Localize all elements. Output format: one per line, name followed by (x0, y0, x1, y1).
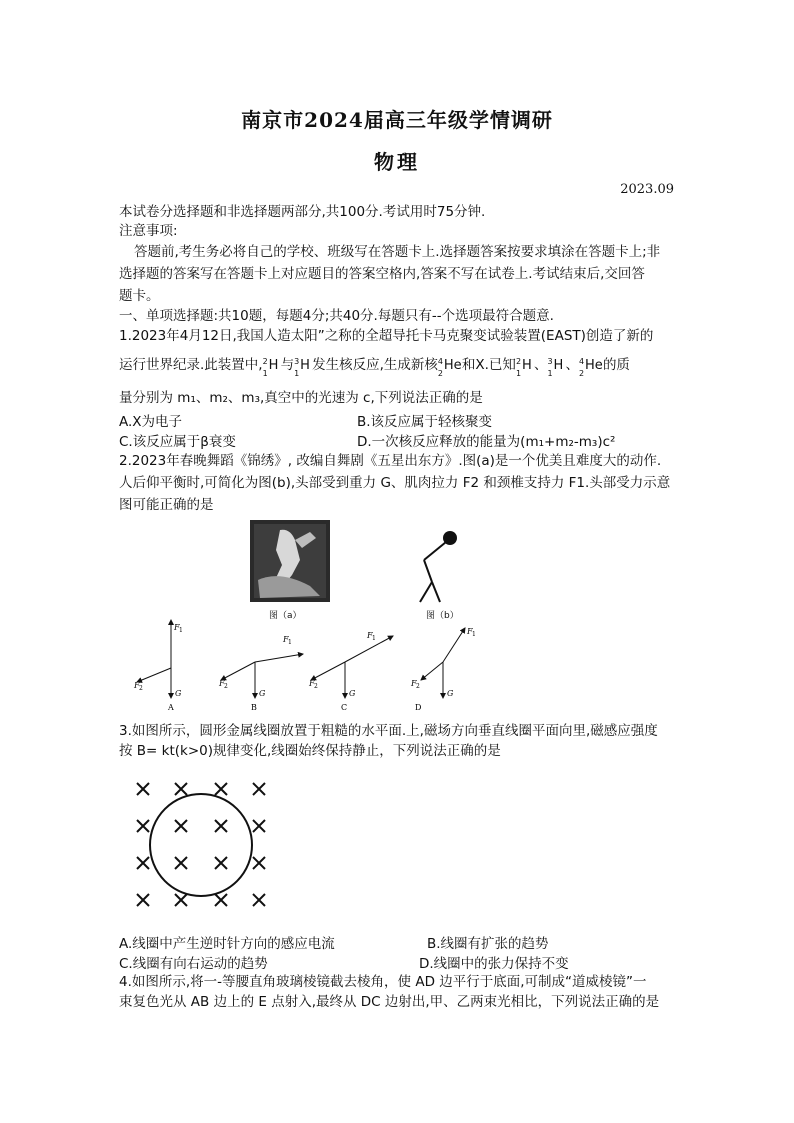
label-g: G (259, 689, 266, 698)
label-f2-sub: 2 (314, 683, 318, 690)
q1-text: 、 (533, 357, 548, 373)
label-g: G (175, 689, 182, 698)
option-letter-c: C (341, 703, 348, 712)
subject-title: 物理 (374, 150, 420, 174)
force-option-a (133, 620, 183, 712)
q3-line-2: 按 B= kt(k>0)规律变化,线圈始终保持静止，下列说法正确的是 (119, 743, 501, 759)
nuclide-h3: 3 1 H (294, 357, 310, 378)
q4-line-2: 束复色光从 AB 边上的 E 点射入,最终从 DC 边射出,甲、乙两束光相比，下列说法正确的是 (119, 994, 660, 1010)
q3-option-d: D.线圈中的张力保持不变 (419, 956, 569, 972)
exam-date: 2023.09 (620, 182, 674, 197)
fig-b-caption: 图（b） (426, 611, 459, 621)
label-f2: F (134, 681, 140, 690)
q1-option-c: C.该反应属于β衰变 (119, 434, 236, 450)
q1-text: 运行世界纪录.此装置中, (119, 357, 263, 373)
intro-line: 本试卷分选择题和非选择题两部分,共100分.考试用时75分钟. (119, 204, 486, 220)
label-f1-sub: 1 (472, 631, 476, 638)
label-f2: F (309, 679, 315, 688)
q1-option-b: B.该反应属于轻核聚变 (357, 414, 493, 430)
leg-line-2 (432, 582, 440, 602)
q3-option-b: B.线圈有扩张的趋势 (427, 936, 549, 952)
label-f1-sub: 1 (288, 639, 292, 646)
label-g: G (447, 689, 454, 698)
q3-option-c: C.线圈有向右运动的趋势 (119, 956, 268, 972)
dance-photo-figure (250, 520, 330, 610)
label-f1-sub: 1 (179, 627, 183, 634)
q1-text: 发生核反应,生成新核 (312, 357, 438, 373)
notice-text-2: 选择题的答案写在答题卡上对应题目的答案空格内,答案不写在试卷上.考试结束后,交回答 (119, 266, 645, 282)
q1-text: 的质 (602, 357, 630, 373)
fig-a-caption: 图（a） (269, 611, 302, 621)
nuclide-h2: 2 1 H (262, 357, 279, 378)
nuclide-he4: 4 2 He (578, 357, 603, 378)
q1-text: 与 (280, 357, 295, 373)
q1-line-2 (119, 356, 677, 378)
q1-text: 和X.已知 (461, 357, 516, 373)
label-f1: F (367, 631, 373, 640)
label-f2-sub: 2 (416, 683, 420, 690)
q3-line-1: 3.如图所示，圆形金属线圈放置于粗糙的水平面.上,磁场方向垂直线圈平面向里,磁感应强度 (119, 723, 658, 739)
q1-option-d: D.一次核反应释放的能量为(m₁+m₂-m₃)c² (357, 434, 616, 450)
stick-model-figure (410, 520, 470, 610)
field-into-page-marks (137, 783, 265, 906)
option-letter-d: D (415, 703, 422, 712)
q1-option-a: A.X为电子 (119, 414, 183, 430)
q1-line-3: 量分别为 m₁、m₂、m₃,真空中的光速为 c,下列说法正确的是 (119, 390, 483, 406)
magnetic-field-figure (125, 775, 275, 920)
nuclide-h2: 2 1 H (515, 357, 532, 378)
force-option-c (308, 631, 393, 712)
q3-option-a: A.线圈中产生逆时针方向的感应电流 (119, 936, 335, 952)
neck-body-line (424, 542, 446, 560)
nuclide-h3: 3 1 H (547, 357, 564, 378)
label-f1: F (174, 623, 180, 632)
label-f1-sub: 1 (372, 635, 376, 642)
exam-title: 南京市2024届高三年级学情调研 (241, 108, 553, 132)
label-f2: F (219, 679, 225, 688)
force-diagram-options (125, 618, 485, 713)
leg-line-1 (420, 582, 432, 602)
label-g: G (349, 689, 356, 698)
q2-line-2: 人后仰平衡时,可简化为图(b),头部受到重力 G、肌肉拉力 F2 和颈椎支持力 F1.头部受力示意 (119, 475, 671, 491)
notice-label: 注意事项: (119, 223, 178, 239)
option-letter-a: A (168, 703, 174, 712)
option-letter-b: B (251, 703, 257, 712)
force-option-b (218, 635, 303, 712)
q2-line-1: 2.2023年春晚舞蹈《锦绣》, 改编自舞剧《五星出东方》.图(a)是一个优美且难度大的动作. (119, 453, 662, 469)
label-f1: F (283, 635, 289, 644)
label-f2: F (411, 679, 417, 688)
notice-text-3: 题卡。 (119, 288, 160, 304)
torso-line (424, 560, 432, 582)
q1-line-1: 1.2023年4月12日,我国人造太阳”之称的全超导托卡马克聚变试验装置(EAST)创造了新的 (119, 328, 654, 344)
label-f2-sub: 2 (139, 685, 143, 692)
section-heading: 一、单项选择题:共10题，每题4分;共40分.每题只有--个选项最符合题意. (119, 308, 554, 324)
label-f2-sub: 2 (224, 683, 228, 690)
force-option-d (410, 627, 476, 712)
label-f1: F (467, 627, 473, 636)
q4-line-1: 4.如图所示,将一-等腰直角玻璃棱镜截去棱角，使 AD 边平行于底面,可制成“道威棱镜”一 (119, 974, 647, 990)
q2-line-3: 图可能正确的是 (119, 497, 214, 513)
notice-text-1: 答题前,考生务必将自己的学校、班级写在答题卡上.选择题答案按要求填涂在答题卡上;非 (134, 244, 661, 260)
nuclide-he4: 4 2 He (437, 357, 462, 378)
metal-coil (150, 794, 252, 896)
q1-text: 、 (565, 357, 579, 373)
